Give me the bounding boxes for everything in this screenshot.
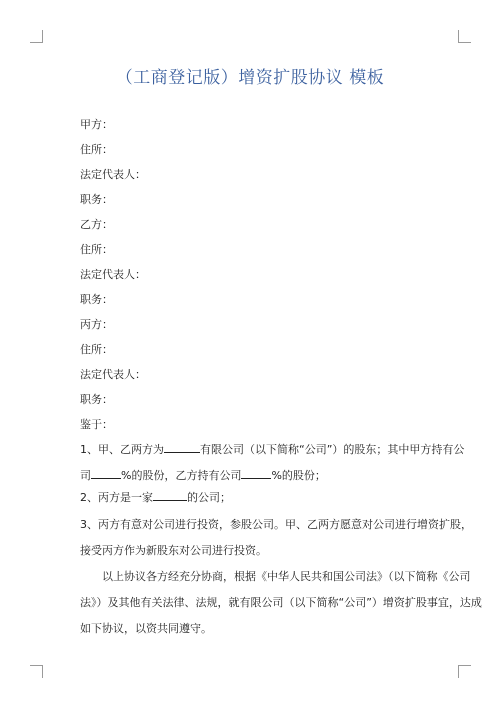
crop-mark-top-left [30, 30, 43, 43]
clause-2-text: 的公司； [187, 491, 231, 504]
field-position: 职务： [80, 193, 113, 206]
clause-3-line-1: 3、丙方有意对公司进行投资，参股公司。甲、乙两方愿意对公司进行增资扩股， [80, 518, 472, 531]
field-address: 住所： [80, 143, 113, 156]
clause-2-text: 2、丙方是一家 [80, 491, 153, 504]
blank-underline [91, 468, 121, 479]
crop-mark-top-right [458, 30, 471, 43]
field-position: 职务： [80, 393, 113, 406]
clause-3 [80, 512, 472, 564]
clause-3-line-2: 接受丙方作为新股东对公司进行投资。 [80, 544, 267, 557]
field-whereas: 鉴于： [80, 418, 113, 431]
closing-line-2: 法》）及其他有关法律、法规，就有限公司（以下简称“公司”）增资扩股事宜，达成 [80, 596, 482, 609]
field-legal-rep: 法定代表人： [80, 168, 146, 181]
field-position: 职务： [80, 293, 113, 306]
crop-mark-bottom-left [30, 665, 43, 678]
clause-1 [80, 437, 465, 489]
document-title: （工商登记版）增资扩股协议 模板 [115, 68, 385, 88]
field-party-b: 乙方： [80, 218, 113, 231]
blank-underline [164, 442, 200, 453]
crop-mark-bottom-right [458, 665, 471, 678]
clause-1-line-1 [80, 437, 465, 463]
clause-1-text: 司 [80, 469, 91, 482]
closing-paragraph [80, 564, 482, 642]
blank-underline [153, 490, 187, 501]
field-address: 住所： [80, 343, 113, 356]
clause-1-text: %的股份，乙方持有公司 [121, 469, 242, 482]
blank-underline [241, 468, 271, 479]
clause-1-text: 有限公司（以下简称“公司”）的股东；其中甲方持有公 [200, 443, 465, 456]
closing-line-1: 以上协议各方经充分协商，根据《中华人民共和国公司法》（以下简称《公司 [102, 570, 471, 583]
clause-1-text: 1、甲、乙两方为 [80, 443, 164, 456]
field-legal-rep: 法定代表人： [80, 268, 146, 281]
clause-1-text: %的股份； [271, 469, 326, 482]
field-party-c: 丙方： [80, 318, 113, 331]
field-party-a: 甲方： [80, 118, 113, 131]
clause-2 [80, 485, 432, 511]
field-legal-rep: 法定代表人： [80, 368, 146, 381]
field-address: 住所： [80, 243, 113, 256]
closing-line-3: 如下协议，以资共同遵守。 [80, 622, 212, 635]
